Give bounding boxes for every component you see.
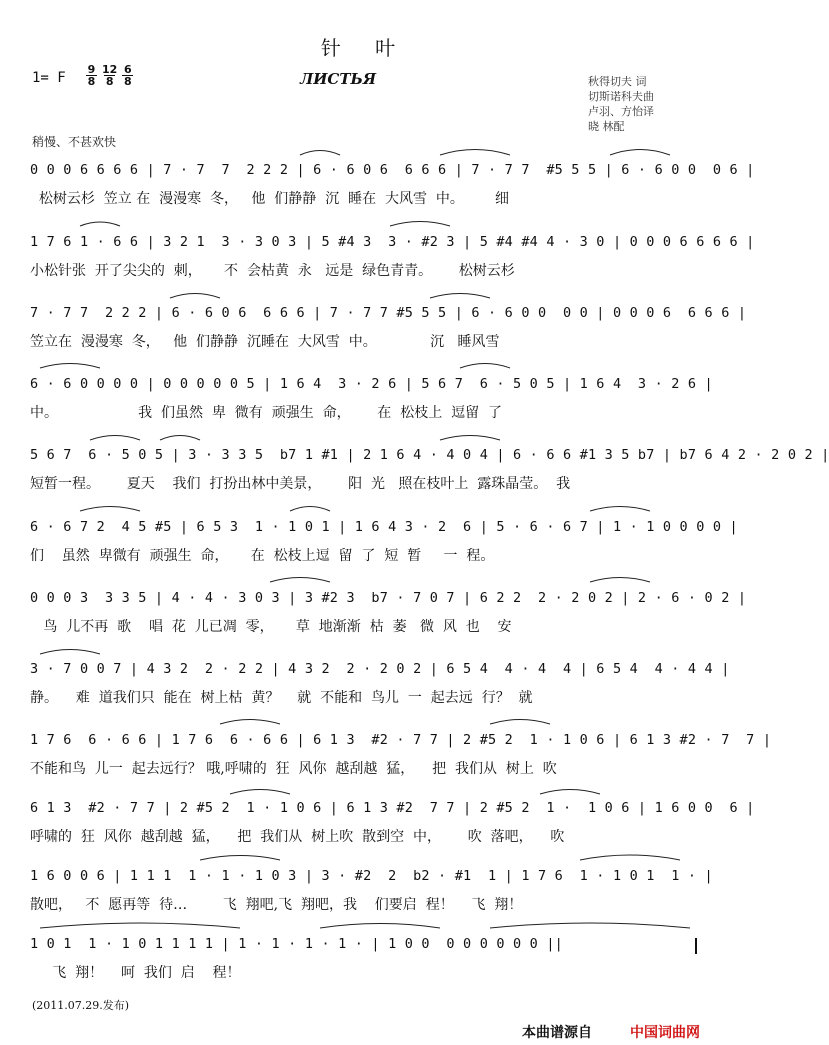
lyric-line: 中。 我 们虽然 卑 微有 顽强生 命， 在 松枝上 逗留 了 (30, 405, 503, 421)
notation-line: 0 0 0 6 6 6 6 | 7 · 7 7 2 2 2 | 6 · 6 0 6 6 6 6 | 7 · 7 7 #5 5 5 | 6 · 6 0 0 0 6 | (30, 162, 755, 178)
tempo-marking: 稍慢、不甚欢快 (32, 135, 117, 149)
slur-mark (490, 720, 550, 725)
meter-numerator: 12 (102, 63, 118, 76)
song-title: 针 叶 (320, 36, 410, 60)
slur-mark (460, 364, 510, 369)
notation-line: 3 · 7 0 0 7 | 4 3 2 2 · 2 2 | 4 3 2 2 · 2 0 2 | 6 5 4 4 · 4 4 | 6 5 4 4 · 4 4 | (30, 661, 730, 677)
lyric-line: 静。 难 道我们只 能在 树上枯 黄？ 就 不能和 鸟儿 一 起去远 行？ 就 (30, 690, 533, 706)
notation-line: 1 6 0 0 6 | 1 1 1 1 · 1 · 1 0 3 | 3 · #2 2 b2 · #1 1 | 1 7 6 1 · 1 0 1 1 · | (30, 868, 713, 884)
source-label: 本曲谱源自 (522, 1025, 592, 1041)
lyric-line: 松树云杉 笠立 在 漫漫寒 冬， 他 们静静 沉 睡在 大风雪 中。 细 (30, 191, 510, 207)
slur-mark (580, 855, 680, 860)
notation-line: 1 7 6 1 · 6 6 | 3 2 1 3 · 3 0 3 | 5 #4 3 3 · #2 3 | 5 #4 #4 4 · 3 0 | 0 0 0 6 6 6 6 | (30, 234, 755, 250)
slur-mark (290, 507, 330, 512)
lyric-line: 呼啸的 狂 风你 越刮越 猛， 把 我们从 树上吹 散到空 中， 吹 落吧， 吹 (30, 829, 565, 845)
slur-mark (440, 150, 510, 156)
meter-numerator: 6 (123, 63, 132, 76)
credit-lyricist: 秋得切夫 词 (588, 75, 647, 88)
lyric-line: 短暂一程。 夏天 我们 打扮出林中美景， 阳 光 照在枝叶上 露珠晶莹。 我 (30, 476, 571, 492)
meter-numerator: 9 (87, 63, 96, 76)
slur-mark (220, 720, 280, 725)
slur-mark (390, 222, 450, 227)
slur-mark (590, 578, 650, 583)
song-subtitle: ЛИСТЬЯ (300, 70, 377, 88)
slur-mark (540, 790, 600, 795)
lyric-line: 飞 翔！ 呵 我们 启 程！ (30, 965, 241, 981)
time-signature (122, 64, 133, 87)
lyric-line: 不能和鸟 儿一 起去远行？ 哦,呼啸的 狂 风你 越刮越 猛， 把 我们从 树上 吹 (30, 761, 557, 777)
lyric-line: 们 虽然 卑微有 顽强生 命， 在 松枝上逗 留 了 短 暂 一 程。 (30, 548, 495, 564)
notation-line: 1 0 1 1 · 1 0 1 1 1 1 | 1 · 1 · 1 · 1 · | 1 0 0 0 0 0 0 0 0 || (30, 936, 563, 952)
slur-mark (590, 507, 650, 512)
slur-mark (300, 151, 340, 156)
lyric-line: 散吧， 不 愿再等 待… 飞 翔吧,飞 翔吧，我 们要启 程！ 飞 翔！ (30, 897, 523, 913)
meter-denominator: 8 (87, 75, 96, 88)
notation-line: 1 7 6 6 · 6 6 | 1 7 6 6 · 6 6 | 6 1 3 #2 · 7 7 | 2 #5 2 1 · 1 0 6 | 6 1 3 #2 · 7 7 | (30, 732, 772, 748)
slur-mark (40, 923, 240, 928)
slur-mark (270, 578, 330, 583)
time-signature (86, 64, 97, 87)
slur-mark (80, 507, 140, 512)
meter-denominator: 8 (105, 75, 114, 88)
slur-mark (170, 294, 220, 299)
notation-line: 6 · 6 0 0 0 0 | 0 0 0 0 0 5 | 1 6 4 3 · 2 6 | 5 6 7 6 · 5 0 5 | 1 6 4 3 · 2 6 | (30, 376, 713, 392)
slur-mark (160, 436, 200, 441)
lyric-line: 鸟 儿不再 歌 唱 花 儿已凋 零， 草 地渐渐 枯 萎 微 风 也 安 (30, 619, 512, 635)
slur-mark (90, 436, 140, 441)
lyric-line: 小松针张 开了尖尖的 刺， 不 会枯黄 永 远是 绿色青青。 松树云杉 (30, 263, 515, 279)
publish-date: (2011.07.29.发布) (32, 999, 130, 1012)
notation-line: 0 0 0 3 3 3 5 | 4 · 4 · 3 0 3 | 3 #2 3 b7 · 7 0 7 | 6 2 2 2 · 2 0 2 | 2 · 6 · 0 2 | (30, 590, 747, 606)
slur-mark (230, 790, 290, 795)
slur-mark (430, 294, 490, 299)
notation-line: 7 · 7 7 2 2 2 | 6 · 6 0 6 6 6 6 | 7 · 7 7 #5 5 5 | 6 · 6 0 0 0 0 | 0 0 0 6 6 6 6 | (30, 305, 747, 321)
credits (588, 74, 654, 134)
lyric-line: 笠立在 漫漫寒 冬， 他 们静静 沉睡在 大风雪 中。 沉 睡风雪 (30, 334, 500, 350)
slur-mark (610, 150, 670, 156)
credit-translators: 卢羽、方怡译 (588, 105, 654, 118)
slur-mark (320, 924, 440, 929)
slur-mark (440, 436, 500, 441)
site-name: 中国词曲网 (630, 1025, 700, 1041)
time-signatures (86, 64, 133, 87)
notation-line: 6 1 3 #2 · 7 7 | 2 #5 2 1 · 1 0 6 | 6 1 3 #2 7 7 | 2 #5 2 1 · 1 0 6 | 1 6 0 0 6 | (30, 800, 755, 816)
credit-composer: 切斯诺科夫曲 (588, 90, 654, 103)
slur-mark (200, 856, 280, 861)
notation-line: 5 6 7 6 · 5 0 5 | 3 · 3 3 5 b7 1 #1 | 2 1 6 4 · 4 0 4 | 6 · 6 6 #1 3 5 b7 | b7 6 4 2 · 2 0 2 | (30, 447, 829, 463)
notation-line: 6 · 6 7 2 4 5 #5 | 6 5 3 1 · 1 0 1 | 1 6 4 3 · 2 6 | 5 · 6 · 6 7 | 1 · 1 0 0 0 0 | (30, 519, 738, 535)
slur-mark (490, 923, 690, 928)
slur-mark (80, 222, 120, 226)
key-signature: 1= F (32, 70, 66, 86)
slur-mark (40, 650, 100, 655)
time-signature (102, 64, 117, 87)
slur-mark (40, 364, 100, 369)
credit-arranger: 晓 林配 (588, 120, 625, 133)
meter-denominator: 8 (123, 75, 132, 88)
